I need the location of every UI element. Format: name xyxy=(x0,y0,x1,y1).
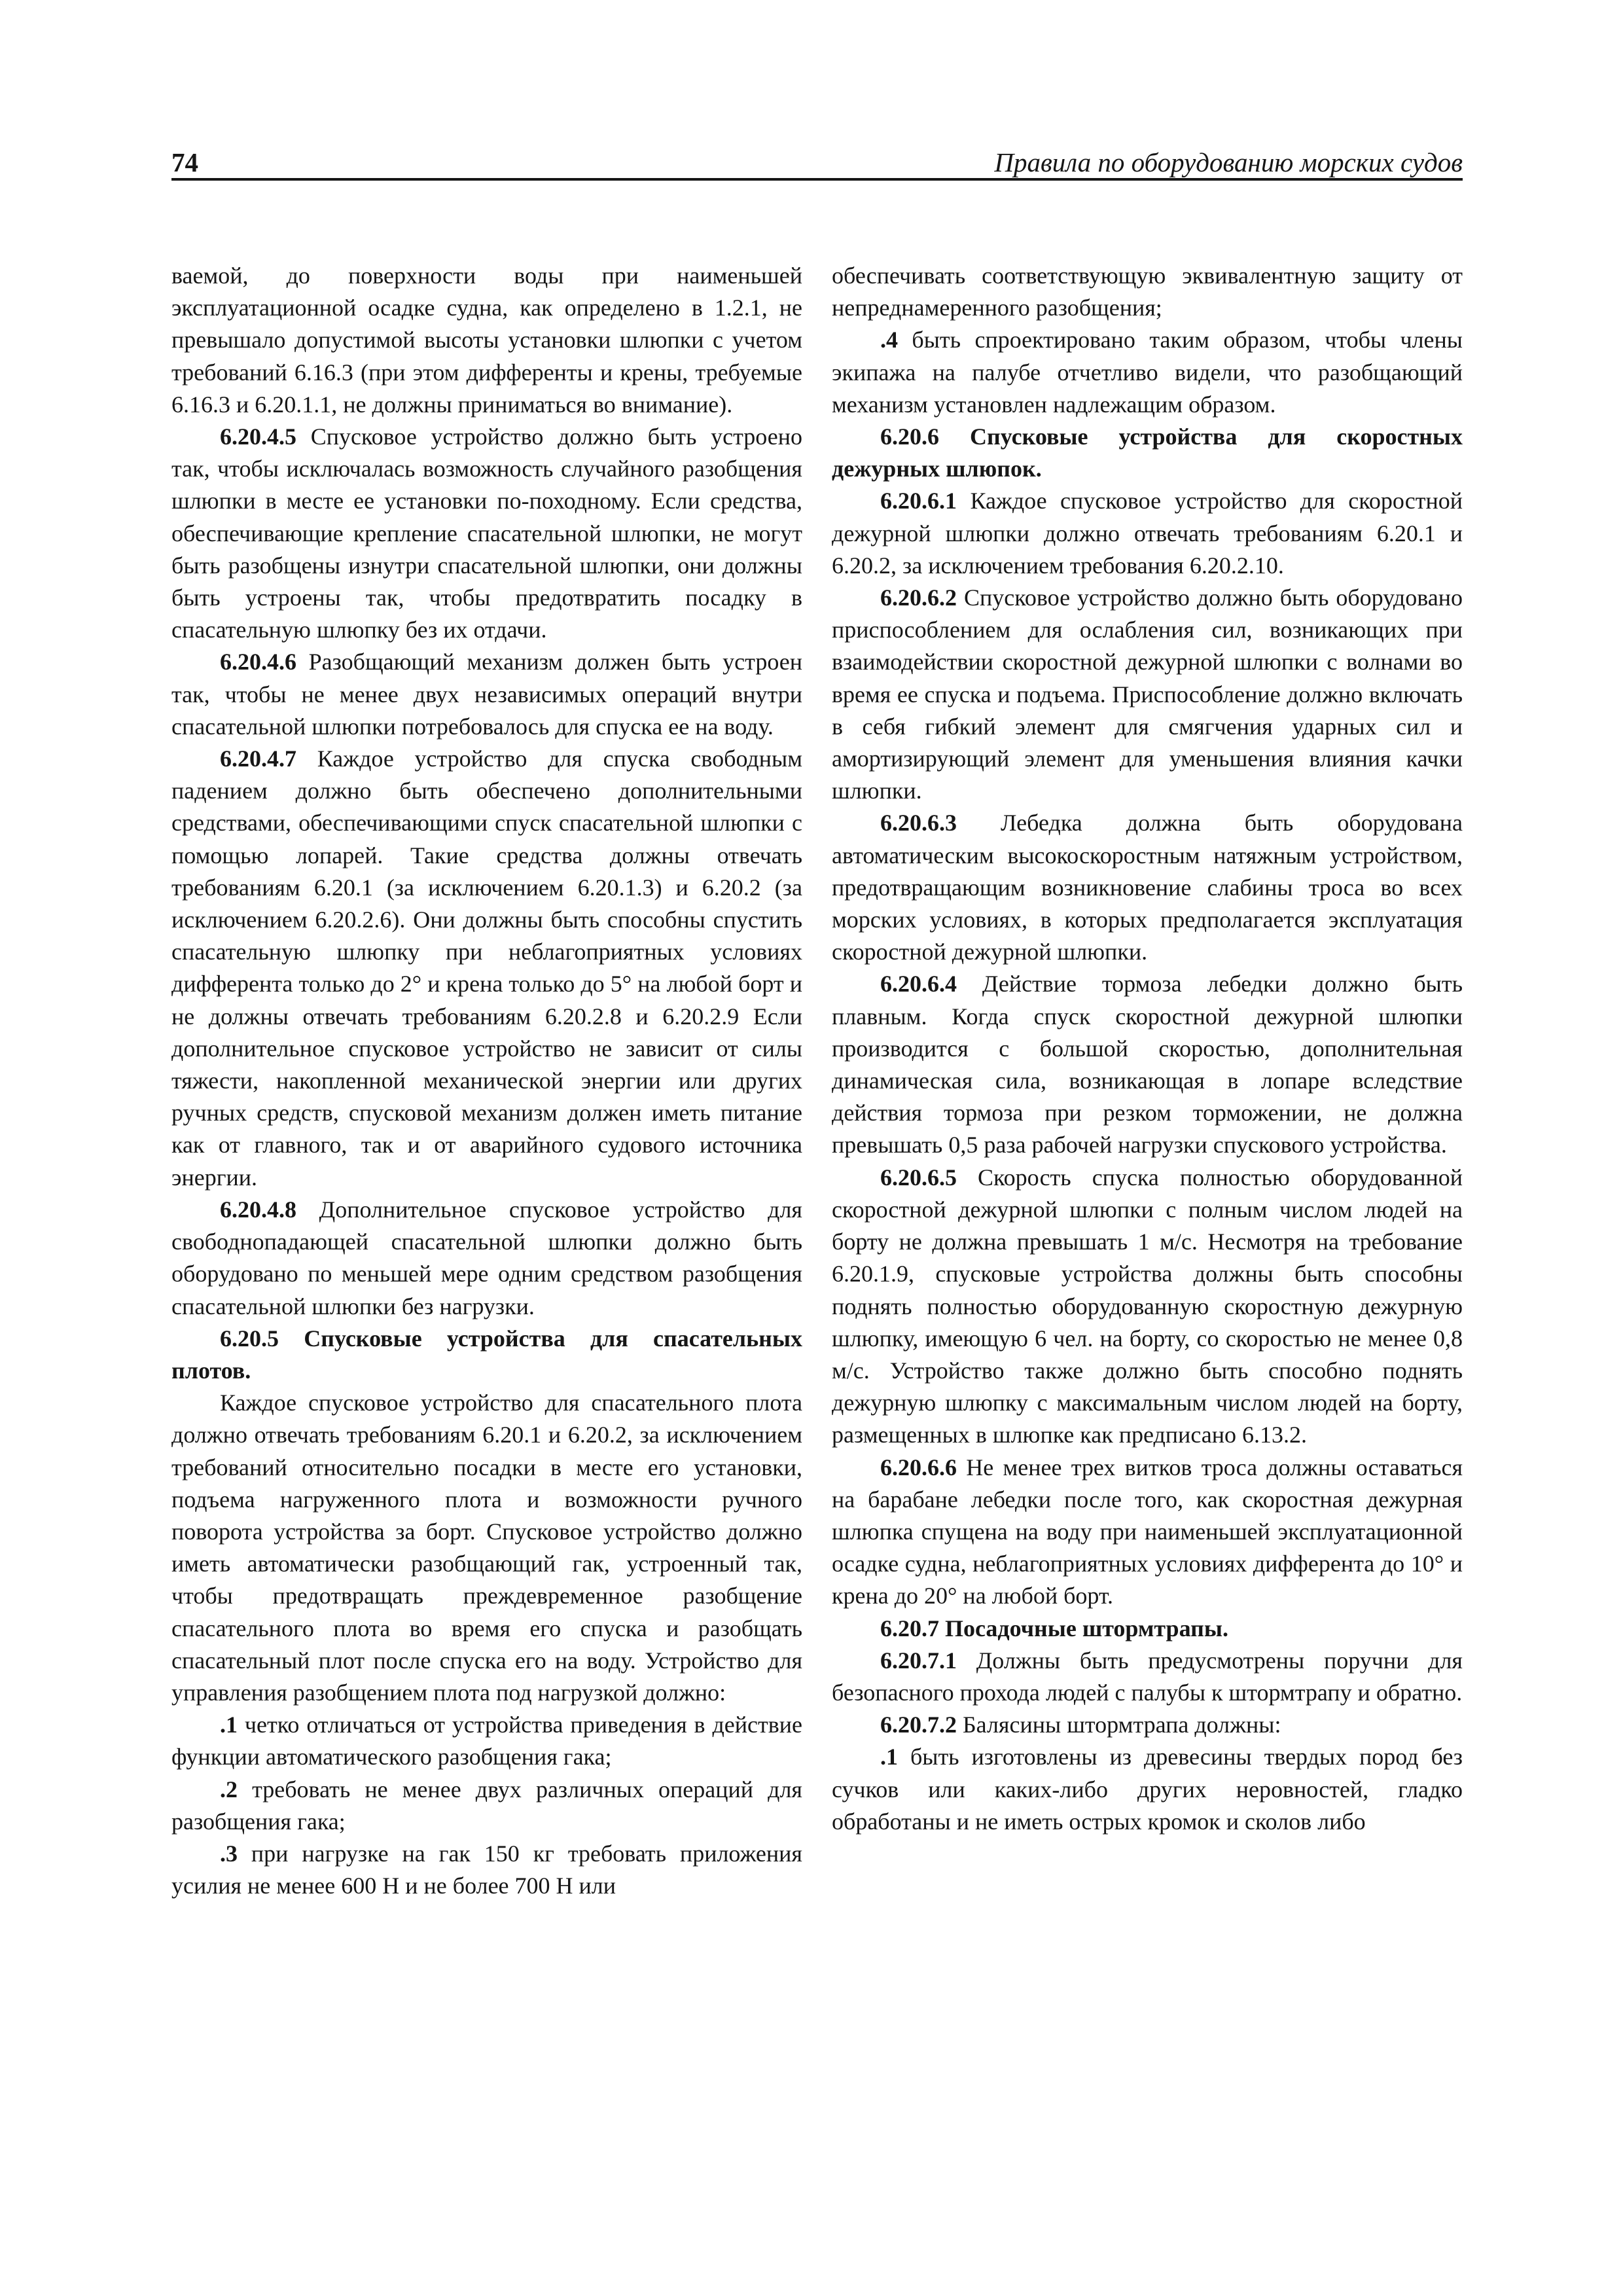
paragraph-text: быть спроектировано таким образом, чтобы члены экипажа на палубе отчетливо видели, что разобщающий механизм установлен надлежащим образом. xyxy=(832,327,1463,418)
running-title: Правила по оборудованию морских судов xyxy=(994,147,1463,177)
header-rule xyxy=(171,178,1463,181)
paragraph xyxy=(171,1194,802,1323)
paragraph-text: Балясины штормтрапа должны: xyxy=(957,1712,1281,1738)
paragraph xyxy=(832,260,1463,324)
clause-number: .1 xyxy=(220,1712,238,1738)
paragraph-text: Не менее трех витков троса должны оставаться на барабане лебедки после того, как скоростная дежурная шлюпка спущена на воду при наименьшей эксплуатационной осадке судна, неблагоприятных условиях дифферента до 10° и крена до 20° на любой борт. xyxy=(832,1454,1463,1609)
clause-number: 6.20.6 Спусковые устройства для скоростных дежурных шлюпок. xyxy=(832,423,1463,482)
clause-number: .4 xyxy=(880,327,898,353)
paragraph-text: Должны быть предусмотрены поручни для безопасного прохода людей с палубы к штормтрапу и обратно. xyxy=(832,1647,1463,1706)
clause-number: 6.20.6.4 xyxy=(880,971,957,997)
paragraph-text: ваемой, до поверхности воды при наименьшей эксплуатационной осадке судна, как определено в 1.2.1, не превышало допустимой высоты установки шлюпки с учетом требований 6.16.3 (при этом дифференты и крены, требуемые 6.16.3 и 6.20.1.1, не должны приниматься во внимание). xyxy=(171,262,802,418)
paragraph-text: требовать не менее двух различных операций для разобщения гака; xyxy=(171,1776,802,1835)
paragraph xyxy=(832,1613,1463,1645)
paragraph xyxy=(171,743,802,1194)
paragraph-text: Каждое спусковое устройство для скоростной дежурной шлюпки должно отвечать требованиям 6.20.1 и 6.20.2, за исключением требования 6.20.2.10. xyxy=(832,488,1463,579)
left-column xyxy=(171,260,802,1902)
clause-number: 6.20.6.5 xyxy=(880,1164,957,1191)
paragraph xyxy=(171,1838,802,1902)
paragraph xyxy=(832,968,1463,1161)
clause-number: 6.20.7.1 xyxy=(880,1647,957,1674)
clause-number: 6.20.5 Спусковые устройства для спасательных плотов. xyxy=(171,1325,802,1384)
clause-number: .2 xyxy=(220,1776,238,1803)
clause-number: 6.20.6.6 xyxy=(880,1454,957,1480)
clause-number: .1 xyxy=(880,1744,898,1770)
paragraph-text: Каждое устройство для спуска свободным падением должно быть обеспечено дополнительными средствами, обеспечивающими спуск спасательной шлюпки с помощью лопарей. Такие средства должны отвечать требованиям 6.20.1 (за исключением 6.20.1.3) и 6.20.2 (за исключением 6.20.2.6). Они должны быть способны спустить спасательную шлюпку при неблагоприятных условиях дифферента только до 2° и крена только до 5° на любой борт и не должны отвечать требованиям 6.20.2.8 и 6.20.2.9 Если дополнительное спусковое устройство не зависит от силы тяжести, накопленной механической энергии или других ручных средств, спусковой механизм должен иметь питание как от главного, так и от аварийного судового источника энергии. xyxy=(171,745,802,1191)
paragraph xyxy=(832,1645,1463,1709)
paragraph xyxy=(832,1709,1463,1741)
paragraph xyxy=(832,324,1463,421)
paragraph xyxy=(171,1774,802,1838)
paragraph-text: Действие тормоза лебедки должно быть плавным. Когда спуск скоростной дежурной шлюпки производится с большой скоростью, дополнительная динамическая сила, возникающая в лопаре вследствие действия тормоза при резком торможении, не должна превышать 0,5 раза рабочей нагрузки спускового устройства. xyxy=(832,971,1463,1158)
page-header xyxy=(171,145,1463,179)
clause-number: 6.20.4.8 xyxy=(220,1196,296,1223)
paragraph xyxy=(832,1452,1463,1613)
paragraph-text: при нагрузке на гак 150 кг требовать приложения усилия не менее 600 Н и не более 700 Н или xyxy=(171,1840,802,1899)
right-column xyxy=(832,260,1463,1838)
paragraph xyxy=(171,1709,802,1773)
paragraph-text: Разобщающий механизм должен быть устроен так, чтобы не менее двух независимых операций внутри спасательной шлюпки потребовалось для спуска ее на воду. xyxy=(171,649,802,740)
paragraph-text: быть изготовлены из древесины твердых пород без сучков или каких-либо других неровностей, гладко обработаны и не иметь острых кромок и сколов либо xyxy=(832,1744,1463,1835)
paragraph xyxy=(171,260,802,421)
paragraph-text: обеспечивать соответствующую эквивалентную защиту от непреднамеренного разобщения; xyxy=(832,262,1463,321)
paragraph xyxy=(832,582,1463,807)
paragraph-text: Скорость спуска полностью оборудованной скоростной дежурной шлюпки с полным числом людей на борту не должна превышать 1 м/с. Несмотря на требование 6.20.1.9, спусковые устройства должны быть способны поднять полностью оборудованную скоростную дежурную шлюпку, имеющую 6 чел. на борту, со скоростью не менее 0,8 м/с. Устройство также должно быть способно поднять дежурную шлюпку с максимальным числом людей на борту, размещенных в шлюпке как предписано 6.13.2. xyxy=(832,1164,1463,1448)
clause-number: .3 xyxy=(220,1840,238,1867)
paragraph-text: Спусковое устройство должно быть оборудовано приспособлением для ослабления сил, возникающих при взаимодействии скоростной дежурной шлюпки с волнами во время ее спуска и подъема. Приспособление должно включать в себя гибкий элемент для смягчения ударных сил и амортизирующий элемент для уменьшения влияния качки шлюпки. xyxy=(832,584,1463,804)
page-number: 74 xyxy=(171,147,198,177)
paragraph xyxy=(832,807,1463,968)
clause-number: 6.20.7.2 xyxy=(880,1712,957,1738)
clause-number: 6.20.6.1 xyxy=(880,488,957,514)
clause-number: 6.20.4.7 xyxy=(220,745,296,772)
clause-number: 6.20.7 Посадочные штормтрапы. xyxy=(880,1615,1228,1641)
paragraph xyxy=(171,421,802,646)
clause-number: 6.20.4.6 xyxy=(220,649,296,675)
paragraph xyxy=(832,485,1463,582)
paragraph xyxy=(832,1162,1463,1452)
paragraph xyxy=(832,421,1463,485)
clause-number: 6.20.4.5 xyxy=(220,423,296,450)
clause-number: 6.20.6.3 xyxy=(880,810,957,836)
paragraph xyxy=(171,646,802,743)
paragraph-text: Каждое спусковое устройство для спасательного плота должно отвечать требованиям 6.20.1 и 6.20.2, за исключением требований относительно посадки в месте его установки, подъема нагруженного плота и возможности ручного поворота устройства за борт. Спусковое устройство должно иметь автоматически разобщающий гак, устроенный так, чтобы предотвращать преждевременное разобщение спасательного плота во время его спуска и разобщать спасательный плот после спуска его на воду. Устройство для управления разобщением плота под нагрузкой должно: xyxy=(171,1390,802,1706)
paragraph-text: Дополнительное спусковое устройство для свободнопадающей спасательной шлюпки должно быть оборудовано по меньшей мере одним средством разобщения спасательной шлюпки без нагрузки. xyxy=(171,1196,802,1319)
paragraph xyxy=(171,1387,802,1709)
paragraph xyxy=(171,1323,802,1387)
paragraph xyxy=(832,1741,1463,1838)
paragraph-text: Спусковое устройство должно быть устроено так, чтобы исключалась возможность случайного разобщения шлюпки в месте ее установки по-походному. Если средства, обеспечивающие крепление спасательной шлюпки, не могут быть разобщены изнутри спасательной шлюпки, они должны быть устроены так, чтобы предотвратить посадку в спасательную шлюпку без их отдачи. xyxy=(171,423,802,643)
paragraph-text: четко отличаться от устройства приведения в действие функции автоматического разобщения гака; xyxy=(171,1712,802,1770)
clause-number: 6.20.6.2 xyxy=(880,584,957,611)
paragraph-text: Лебедка должна быть оборудована автоматическим высокоскоростным натяжным устройством, предотвращающим возникновение слабины троса во всех морских условиях, в которых предполагается эксплуатация скоростной дежурной шлюпки. xyxy=(832,810,1463,965)
